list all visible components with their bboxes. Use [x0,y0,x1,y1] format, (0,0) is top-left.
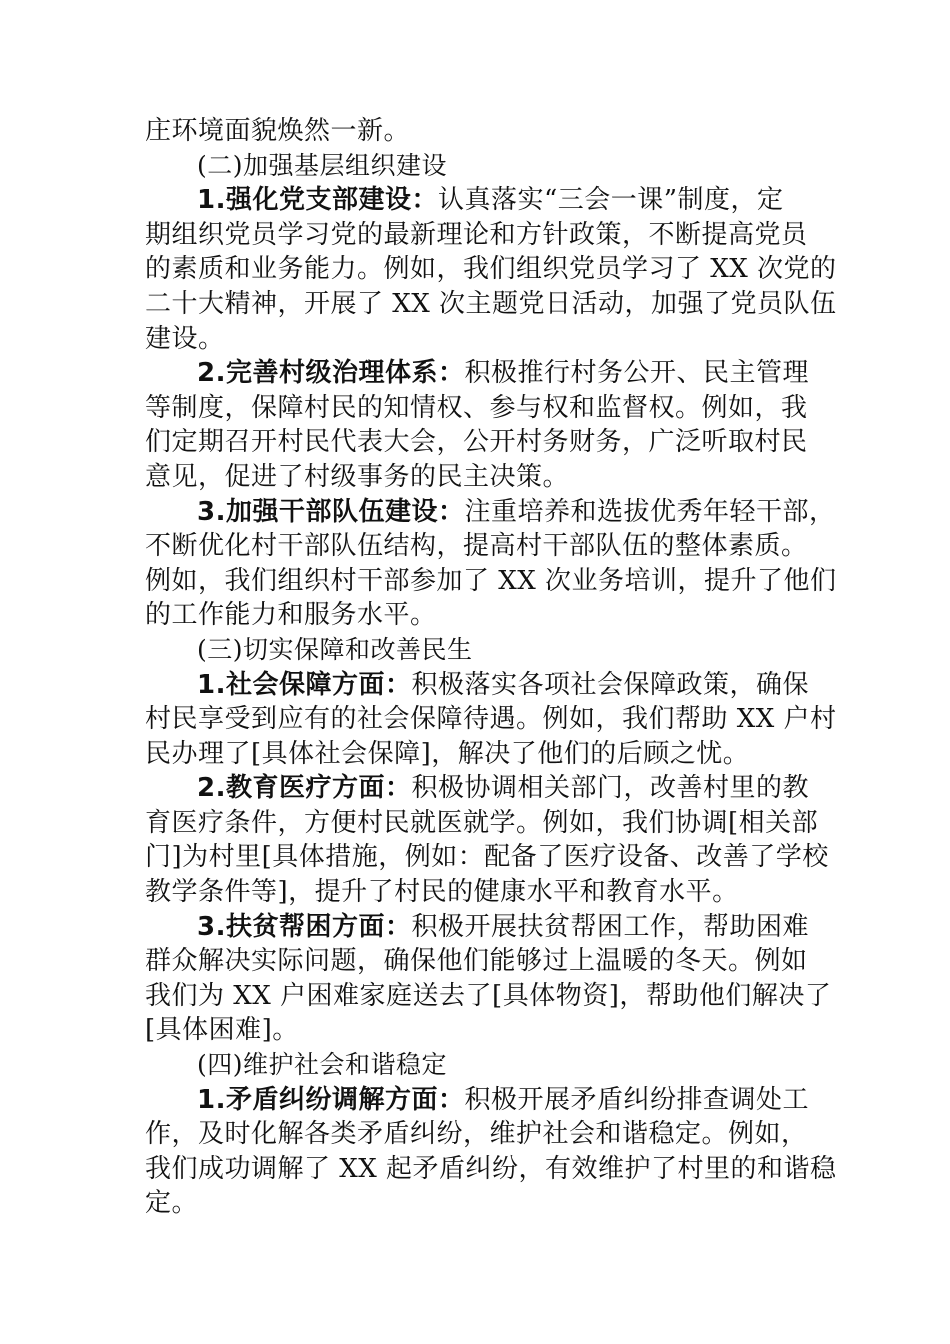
paragraph-3-2 [145,771,829,909]
paragraph-line: 不断优化村干部队伍结构，提高村干部队伍的整体素质。 [145,531,808,562]
paragraph-text: 积极落实各项社会保障政策，确保 [411,669,809,700]
paragraph-line: 意见，促进了村级事务的民主决策。 [145,461,570,492]
paragraph-line: 门]为村里[具体措施，例如：配备了医疗设备、改善了学校 [145,842,829,873]
paragraph-line: 育医疗条件，方便村民就医就学。例如，我们协调[相关部 [145,807,819,838]
paragraph-line: 的工作能力和服务水平。 [145,600,437,631]
paragraph-line: 例如，我们组织村干部参加了 XX 次业务培训，提升了他们 [145,565,837,596]
paragraph-lead: 1.强化党支部建设： [197,185,438,216]
paragraph-lead: 3.扶贫帮困方面： [197,911,412,942]
paragraph-2-3 [145,495,837,633]
paragraph-line: [具体困难]。 [145,1015,299,1046]
paragraph-line: 我们为 XX 户困难家庭送去了[具体物资]，帮助他们解决了 [145,980,832,1011]
paragraph-lead: 2.教育医疗方面： [197,773,412,804]
paragraph-line: 民办理了[具体社会保障]，解决了他们的后顾之忧。 [145,738,750,769]
paragraph-line: 村民享受到应有的社会保障待遇。例如，我们帮助 XX 户村 [145,704,837,735]
intro-line: 庄环境面貌焕然一新。 [145,116,411,146]
paragraph-line: 作，及时化解各类矛盾纠纷，维护社会和谐稳定。例如， [145,1119,808,1150]
paragraph-4-1 [145,1083,837,1221]
paragraph-text: 注重培养和选拔优秀年轻干部， [464,496,836,527]
paragraph-text: 积极开展矛盾纠纷排查调处工 [464,1084,809,1115]
paragraph-line: 等制度，保障村民的知情权、参与权和监督权。例如，我 [145,392,808,423]
section-heading-2: (二)加强基层组织建设 [197,150,448,180]
paragraph-line: 期组织党员学习党的最新理论和方针政策，不断提高党员 [145,219,808,250]
paragraph-text: 认真落实“三会一课”制度，定 [437,185,784,216]
paragraph-3-3 [145,910,832,1048]
paragraph-lead: 3.加强干部队伍建设： [197,496,465,527]
paragraph-lead: 1.社会保障方面： [197,669,412,700]
paragraph-text: 积极推行村务公开、民主管理 [464,358,809,389]
paragraph-line: 群众解决实际问题，确保他们能够过上温暖的冬天。例如 [145,946,808,977]
paragraph-line: 我们成功调解了 XX 起矛盾纠纷，有效维护了村里的和谐稳 [145,1153,837,1184]
paragraph-text: 积极协调相关部门，改善村里的教 [411,773,809,804]
paragraph-line: 二十大精神，开展了 XX 次主题党日活动，加强了党员队伍 [145,288,837,319]
paragraph-text: 积极开展扶贫帮困工作，帮助困难 [411,911,809,942]
paragraph-line: 定。 [145,1188,199,1219]
paragraph-2-1 [145,183,837,356]
paragraph-lead: 1.矛盾纠纷调解方面： [197,1084,465,1115]
paragraph-line: 的素质和业务能力。例如，我们组织党员学习了 XX 次党的 [145,254,837,285]
paragraph-line: 们定期召开村民代表大会，公开村务财务，广泛听取村民 [145,427,808,458]
document-body [145,114,837,1221]
paragraph-2-2 [145,356,807,494]
paragraph-3-1 [145,668,837,772]
section-heading-3: (三)切实保障和改善民生 [197,634,473,664]
section-heading-4: (四)维护社会和谐稳定 [197,1050,448,1080]
paragraph-lead: 2.完善村级治理体系： [197,358,465,389]
paragraph-line: 教学条件等]，提升了村民的健康水平和教育水平。 [145,877,739,908]
paragraph-line: 建设。 [145,323,225,354]
